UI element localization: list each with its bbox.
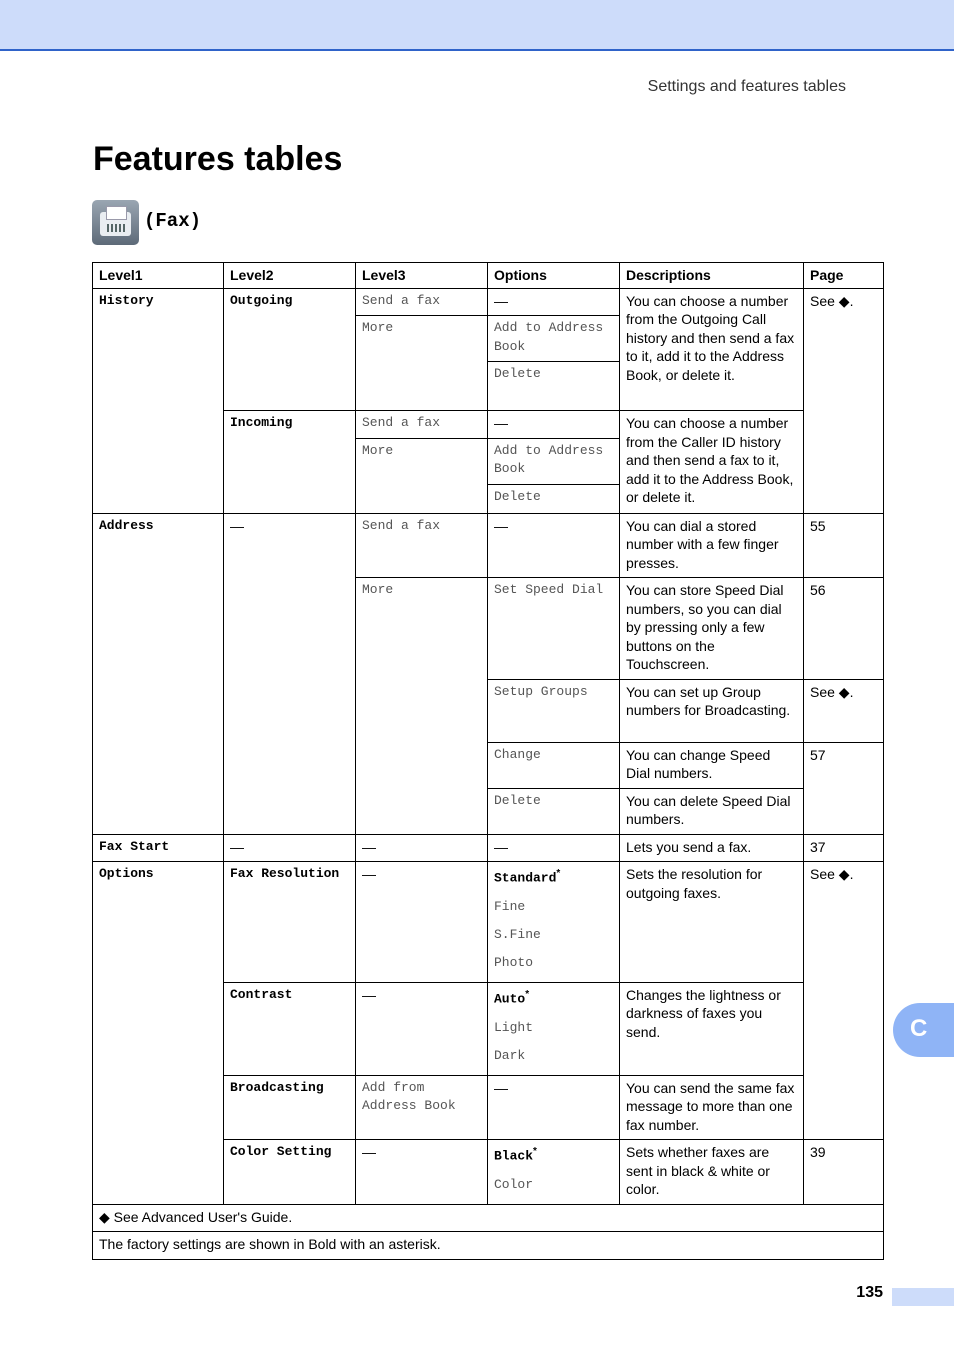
contrast-options xyxy=(488,982,620,1075)
footnote-advanced: ◆ See Advanced User's Guide. xyxy=(93,1204,884,1232)
set-speed-dial-option: Set Speed Dial xyxy=(488,578,620,680)
contrast-description: Changes the lightness or darkness of faxes you send. xyxy=(620,982,804,1075)
setup-groups-option: Setup Groups xyxy=(488,679,620,742)
table-header-row xyxy=(93,263,884,289)
fax-start-options: — xyxy=(488,834,620,862)
incoming-send-fax-option: — xyxy=(488,411,620,439)
appendix-tab-label: C xyxy=(910,1015,928,1042)
delete-option: Delete xyxy=(488,788,620,834)
option-auto: Auto* xyxy=(494,988,530,1007)
delete-description: You can delete Speed Dial numbers. xyxy=(620,788,804,834)
appendix-tab[interactable] xyxy=(893,1003,954,1057)
option-s-fine: S.Fine xyxy=(494,926,541,942)
broadcasting-level3: Add from Address Book xyxy=(356,1075,488,1140)
table-row xyxy=(93,862,884,983)
incoming-description: You can choose a number from the Caller ID history and then send a fax to it, add it to the Address Book, or delete it. xyxy=(620,411,804,514)
fax-resolution-options xyxy=(488,862,620,983)
option-fine: Fine xyxy=(494,898,526,914)
header-level2: Level2 xyxy=(224,263,356,289)
outgoing-delete: Delete xyxy=(488,362,620,411)
address-more: More xyxy=(356,578,488,835)
table-row xyxy=(93,288,884,316)
header-level1: Level1 xyxy=(93,263,224,289)
color-setting-level3: — xyxy=(356,1140,488,1205)
footnote-factory: The factory settings are shown in Bold with an asterisk. xyxy=(93,1232,884,1260)
table-row xyxy=(93,834,884,862)
page-number-bar xyxy=(892,1288,954,1306)
broadcasting-level2: Broadcasting xyxy=(224,1075,356,1140)
color-setting-page: 39 xyxy=(804,1140,884,1205)
page-title: Features tables xyxy=(93,140,343,178)
features-table xyxy=(92,262,884,1260)
setup-groups-page: See ◆. xyxy=(804,679,884,742)
fax-resolution-description: Sets the resolution for outgoing faxes. xyxy=(620,862,804,983)
option-dark: Dark xyxy=(494,1047,526,1063)
page-number: 135 xyxy=(856,1284,883,1301)
incoming-more: More xyxy=(356,438,488,513)
address-send-fax-option: — xyxy=(488,513,620,578)
outgoing-level2: Outgoing xyxy=(224,288,356,411)
fax-label: (Fax) xyxy=(144,210,202,232)
outgoing-description: You can choose a number from the Outgoing Call history and then send a fax to it, add it to the Address Book, or delete it. xyxy=(620,288,804,411)
header-descriptions: Descriptions xyxy=(620,263,804,289)
change-description: You can change Speed Dial numbers. xyxy=(620,742,804,788)
fax-start-level2: — xyxy=(224,834,356,862)
color-setting-level2: Color Setting xyxy=(224,1140,356,1205)
address-level1: Address xyxy=(93,513,224,834)
fax-resolution-level3: — xyxy=(356,862,488,983)
fax-resolution-level2: Fax Resolution xyxy=(224,862,356,983)
option-light: Light xyxy=(494,1019,534,1035)
outgoing-more: More xyxy=(356,316,488,411)
footnote-row xyxy=(93,1204,884,1232)
section-title: Settings and features tables xyxy=(647,78,846,95)
options-page: See ◆. xyxy=(804,862,884,1140)
contrast-level2: Contrast xyxy=(224,982,356,1075)
header-options: Options xyxy=(488,263,620,289)
address-send-fax: Send a fax xyxy=(356,513,488,578)
fax-start-level3: — xyxy=(356,834,488,862)
incoming-delete: Delete xyxy=(488,484,620,513)
address-level2: — xyxy=(224,513,356,834)
change-page: 57 xyxy=(804,742,884,834)
fax-icon xyxy=(92,200,139,245)
contrast-level3: — xyxy=(356,982,488,1075)
header-page: Page xyxy=(804,263,884,289)
broadcasting-options: — xyxy=(488,1075,620,1140)
color-setting-description: Sets whether faxes are sent in black & white or color. xyxy=(620,1140,804,1205)
set-speed-dial-page: 56 xyxy=(804,578,884,680)
incoming-send-fax: Send a fax xyxy=(356,411,488,439)
address-send-fax-page: 55 xyxy=(804,513,884,578)
change-option: Change xyxy=(488,742,620,788)
setup-groups-description: You can set up Group numbers for Broadcasting. xyxy=(620,679,804,742)
outgoing-send-fax: Send a fax xyxy=(356,288,488,316)
fax-start-page: 37 xyxy=(804,834,884,862)
option-color: Color xyxy=(494,1176,534,1192)
option-standard: Standard* xyxy=(494,868,561,886)
header-level3: Level3 xyxy=(356,263,488,289)
options-level1: Options xyxy=(93,862,224,1205)
broadcasting-description: You can send the same fax message to more than one fax number. xyxy=(620,1075,804,1140)
option-photo: Photo xyxy=(494,954,534,970)
option-black: Black* xyxy=(494,1146,537,1164)
outgoing-add-to-address-book: Add to Address Book xyxy=(488,316,620,362)
table-row xyxy=(93,513,884,578)
fax-start-level1: Fax Start xyxy=(93,834,224,862)
incoming-add-to-address-book: Add to Address Book xyxy=(488,438,620,484)
set-speed-dial-description: You can store Speed Dial numbers, so you can dial by pressing only a few buttons on the Touchscreen. xyxy=(620,578,804,680)
color-setting-options xyxy=(488,1140,620,1205)
fax-start-description: Lets you send a fax. xyxy=(620,834,804,862)
footnote-row xyxy=(93,1232,884,1260)
history-level1: History xyxy=(93,288,224,513)
address-send-fax-description: You can dial a stored number with a few finger presses. xyxy=(620,513,804,578)
incoming-level2: Incoming xyxy=(224,411,356,514)
history-page: See ◆. xyxy=(804,288,884,513)
top-band xyxy=(0,0,954,51)
outgoing-send-fax-option: — xyxy=(488,288,620,316)
